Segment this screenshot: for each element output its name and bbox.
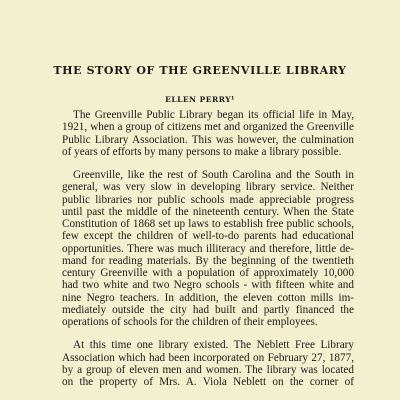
paragraph-line: mediately outside the city had built and partly financed the <box>62 303 354 316</box>
paragraph-line: Greenville, like the rest of South Carolina and the South in <box>73 169 354 181</box>
paragraph-line: The Greenville Public Library began its official life in May, <box>73 109 354 121</box>
article-author: ELLEN PERRY¹ <box>165 95 235 104</box>
paragraph-line: opportunities. There was much illiteracy and therefore, little de- <box>62 242 354 255</box>
paragraph-line: mand for reading materials. By the beginning of the twentieth <box>62 254 354 267</box>
paragraph-line: Constitution of 1868 set up laws to establish free public schools, <box>62 218 354 230</box>
paragraph-line: had two white and two Negro schools - with fifteen white and <box>62 279 354 292</box>
paragraph-line: by a group of eleven men and women. The library was located <box>62 363 354 376</box>
body-paragraph <box>62 109 354 158</box>
paragraph-line: of years of efforts by many persons to make a library possible. <box>62 145 342 158</box>
paragraph-line: Public Library Association. This was however, the culmination <box>62 133 354 146</box>
paragraph-line: general, was very slow in developing library service. Neither <box>62 181 354 194</box>
body-paragraph <box>62 339 354 388</box>
article-body <box>62 109 354 399</box>
paragraph-line: At this time one library existed. The Neblett Free Library <box>73 339 354 352</box>
article-title: THE STORY OF THE GREENVILLE LIBRARY <box>53 64 347 77</box>
paragraph-line: nine Negro teachers. In addition, the eleven cotton mills im- <box>62 291 354 304</box>
paragraph-line: 1921, when a group of citizens met and organized the Greenville <box>62 121 354 134</box>
paragraph-line: until past the middle of the nineteenth century. When the State <box>62 205 354 218</box>
paragraph-line: few except the children of well-to-do parents had educational <box>62 230 354 243</box>
paragraph-line: operations of schools for the children of their employees. <box>62 316 318 328</box>
paragraph-line: century Greenville with a population of approximately 10,000 <box>62 267 354 279</box>
body-paragraph <box>62 169 354 328</box>
paragraph-line: on the property of Mrs. A. Viola Neblett on the corner of <box>62 376 354 388</box>
paragraph-line: public libraries nor public schools made appreciable progress <box>62 193 354 206</box>
paragraph-line: Association which had been incorporated on February 27, 1877, <box>62 351 354 364</box>
